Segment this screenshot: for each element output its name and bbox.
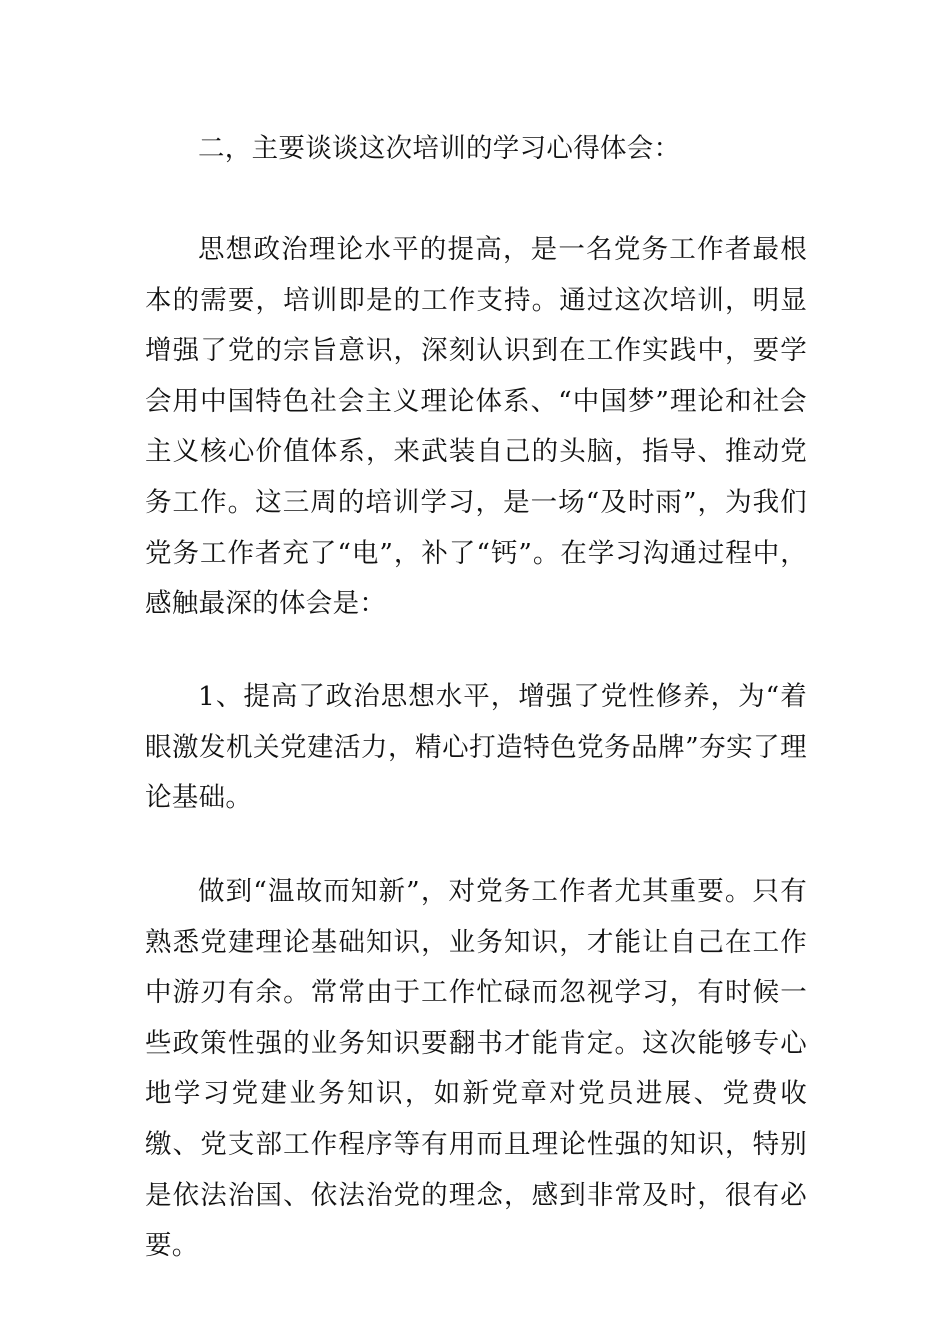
paragraph-point-one: 1、提高了政治思想水平，增强了党性修养，为“着眼激发机关党建活力，精心打造特色党务品牌”夯实了理论基础。 bbox=[145, 681, 807, 814]
section-heading: 二，主要谈谈这次培训的学习心得体会： bbox=[198, 133, 681, 164]
paragraph-ideology: 思想政治理论水平的提高，是一名党务工作者最根本的需要，培训即是的工作支持。通过这次培训，明显增强了党的宗旨意识，深刻认识到在工作实践中，要学会用中国特色社会主义理论体系、“中国梦”理论和社会主义核心价值体系，来武装自己的头脑，指导、推动党务工作。这三周的培训学习，是一场“及时雨”，为我们党务工作者充了“电”，补了“钙”。在学习沟通过程中，感触最深的体会是： bbox=[145, 234, 807, 620]
paragraph-review-knowledge: 做到“温故而知新”，对党务工作者尤其重要。只有熟悉党建理论基础知识，业务知识，才能让自己在工作中游刃有余。常常由于工作忙碌而忽视学习，有时候一些政策性强的业务知识要翻书才能肯定。这次能够专心地学习党建业务知识，如新党章对党员进展、党费收缴、党支部工作程序等有用而且理论性强的知识，特别是依法治国、依法治党的理念，感到非常及时，很有必要。 bbox=[145, 876, 807, 1262]
